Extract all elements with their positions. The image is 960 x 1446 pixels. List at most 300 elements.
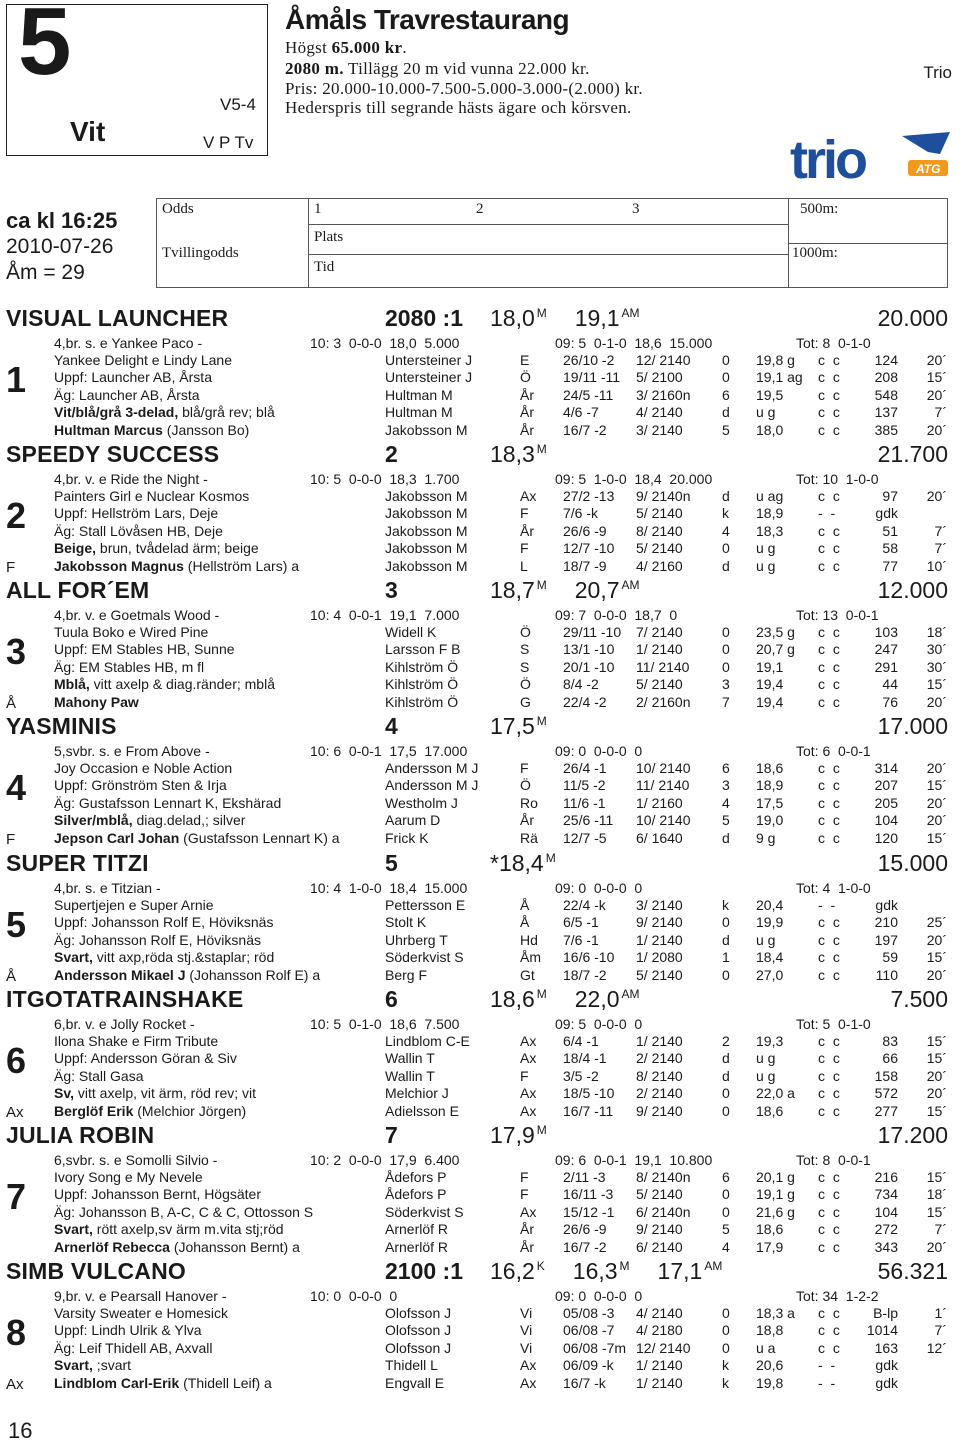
horse-entry xyxy=(0,304,960,440)
horse-entry xyxy=(0,1121,960,1257)
start-km-time: 18,3 a xyxy=(756,1305,795,1321)
start-number: 6 xyxy=(6,1040,27,1081)
horse-detail: Vit/blå/grå 3-delad, blå/grå rev; blå xyxy=(54,404,275,421)
start-placing: 0 xyxy=(722,369,730,386)
horse-detail: Ivory Song e My Nevele xyxy=(54,1169,203,1185)
start-km-time: u g xyxy=(756,1067,776,1084)
divider xyxy=(788,243,948,244)
start-placing: 0 xyxy=(722,1305,730,1321)
start-row xyxy=(0,422,960,439)
start-odds: 208 xyxy=(874,369,898,386)
start-distance: 1/ 2140 xyxy=(636,1357,683,1374)
shoe-code: Å xyxy=(6,968,17,985)
split-1000m-label: 1000m: xyxy=(792,245,838,261)
start-distance: 9/ 2140n xyxy=(636,488,691,504)
start-row xyxy=(0,558,960,575)
start-distance: 10/ 2140 xyxy=(636,812,691,829)
distance-post: 4 xyxy=(385,713,398,739)
horse-earnings: 20.000 xyxy=(877,305,948,331)
record-total: Tot: 10 1-0-0 xyxy=(796,471,879,487)
record-time: 18,7 $^M$ xyxy=(490,577,547,603)
start-date: 05/08 -3 xyxy=(563,1305,615,1321)
horse-detail: Supertjejen e Super Arnie xyxy=(54,897,214,913)
start-odds: 163 xyxy=(874,1339,898,1356)
horse-detail: Uppf: Grönström Sten & Irja xyxy=(54,777,227,794)
start-distance: 1/ 2140 xyxy=(636,641,683,658)
start-distance: 6/ 1640 xyxy=(636,829,683,846)
start-date: 26/6 -9 xyxy=(563,522,607,539)
start-shoe-notes: c c xyxy=(818,1305,842,1321)
start-placing: 0 xyxy=(722,914,730,931)
start-track: E xyxy=(520,352,530,368)
start-placing: 4 xyxy=(722,1238,730,1255)
horse-entry xyxy=(0,849,960,985)
twin-odds-label: Tvillingodds xyxy=(162,245,239,261)
start-km-time: 17,5 xyxy=(756,794,784,811)
start-prize: 1´ xyxy=(934,1305,947,1321)
horse-detail: Arnerlöf Rebecca (Johansson Bernt) a xyxy=(54,1238,300,1255)
horse-records xyxy=(490,307,668,330)
start-date: 18/5 -10 xyxy=(563,1085,615,1102)
start-driver: Uhrberg T xyxy=(385,931,448,948)
start-odds: 44 xyxy=(882,676,898,693)
horse-pedigree: 6,svbr. s. e Somolli Silvio - xyxy=(54,1152,218,1168)
start-odds: 210 xyxy=(874,914,898,931)
horse-detail: Uppf: Lindh Ulrik & Ylva xyxy=(54,1322,202,1339)
start-odds: 97 xyxy=(882,488,898,504)
horse-name: VISUAL LAUNCHER xyxy=(6,305,229,331)
horse-detail: Mahony Paw xyxy=(54,693,139,710)
start-prize: 7´ xyxy=(934,522,947,539)
start-placing: k xyxy=(722,1374,729,1391)
start-distance: 6/ 2140n xyxy=(636,1203,691,1220)
start-date: 19/11 -11 xyxy=(563,369,621,386)
record-time: 22,0 $^{AM}$ xyxy=(574,986,640,1012)
horse-info-row xyxy=(0,1016,960,1033)
race-color: Vit xyxy=(70,116,106,147)
split-500m-label: 500m: xyxy=(800,201,839,217)
race-info-line: Hederspris till segrande hästs ägare och körsven. xyxy=(285,98,632,117)
horse-entry xyxy=(0,712,960,848)
horse-earnings: 15.000 xyxy=(877,850,948,876)
start-date: 7/6 -1 xyxy=(563,931,599,948)
start-row xyxy=(0,659,960,676)
start-odds: 59 xyxy=(882,949,898,966)
record-last-year: 09: 5 0-0-0 0 xyxy=(555,1016,643,1032)
start-driver: Wallin T xyxy=(385,1050,435,1067)
start-odds: gdk xyxy=(875,505,898,522)
start-prize: 7´ xyxy=(934,1221,947,1238)
start-km-time: u a xyxy=(756,1339,776,1356)
start-shoe-notes: c c xyxy=(818,1186,842,1203)
start-prize: 20´ xyxy=(926,1238,947,1255)
start-track: F xyxy=(520,1186,529,1203)
start-row xyxy=(0,676,960,693)
horse-earnings: 17.200 xyxy=(877,1122,948,1148)
start-km-time: 19,1 g xyxy=(756,1186,795,1203)
race-date: 2010-07-26 xyxy=(6,235,114,258)
start-driver: Jakobsson M xyxy=(385,522,468,539)
start-number: 1 xyxy=(6,359,27,400)
horse-name: ALL FOR´EM xyxy=(6,577,150,603)
record-time: 17,5 $^M$ xyxy=(490,713,547,739)
start-odds: 247 xyxy=(874,641,898,658)
record-time: 18,0 $^M$ xyxy=(490,305,547,331)
horse-earnings: 56.321 xyxy=(877,1258,948,1284)
start-driver: Jakobsson M xyxy=(385,540,468,557)
start-date: 16/7 -2 xyxy=(563,1238,607,1255)
start-placing: 0 xyxy=(722,1339,730,1356)
start-driver: Westholm J xyxy=(385,794,458,811)
start-shoe-notes: c c xyxy=(818,1322,842,1339)
start-placing: d xyxy=(722,1050,730,1067)
start-date: 16/7 -2 xyxy=(563,421,607,438)
start-row xyxy=(0,523,960,540)
start-date: 22/4 -k xyxy=(563,897,606,913)
start-track: År xyxy=(520,404,534,421)
start-distance: 1/ 2140 xyxy=(636,1374,683,1391)
start-track: Vi xyxy=(520,1322,533,1339)
start-km-time: 20,7 g xyxy=(756,641,795,658)
start-row xyxy=(0,624,960,641)
start-driver: Olofsson J xyxy=(385,1339,452,1356)
record-this-year: 10: 5 0-1-0 18,6 7.500 xyxy=(310,1016,460,1032)
start-driver: Jakobsson M xyxy=(385,557,468,574)
horse-detail: Uppf: Launcher AB, Årsta xyxy=(54,369,212,386)
start-driver: Widell K xyxy=(385,624,437,640)
start-prize: 20´ xyxy=(926,693,947,710)
start-track: Ö xyxy=(520,777,531,794)
horse-records xyxy=(490,852,584,875)
start-prize: 15´ xyxy=(926,1102,947,1119)
start-distance: 1/ 2140 xyxy=(636,1033,683,1049)
start-odds: 572 xyxy=(874,1085,898,1102)
start-placing: 0 xyxy=(722,658,730,675)
start-prize: 30´ xyxy=(926,641,947,658)
start-placing: 0 xyxy=(722,540,730,557)
start-driver: Lindblom C-E xyxy=(385,1033,470,1049)
start-track: Vi xyxy=(520,1305,533,1321)
start-date: 18/7 -2 xyxy=(563,966,607,983)
start-prize: 15´ xyxy=(926,676,947,693)
start-placing: 5 xyxy=(722,812,730,829)
distance-post: 3 xyxy=(385,577,398,603)
start-km-time: u g xyxy=(756,931,776,948)
horse-info-row xyxy=(0,743,960,760)
start-shoe-notes: c c xyxy=(818,829,842,846)
game-v5-4: V5-4 xyxy=(220,95,256,114)
start-shoe-notes: c c xyxy=(818,1238,842,1255)
start-placing: k xyxy=(722,897,729,913)
start-date: 06/08 -7m xyxy=(563,1339,627,1356)
start-km-time: 19,9 xyxy=(756,914,784,931)
start-distance: 6/ 2140 xyxy=(636,1238,683,1255)
start-driver: Stolt K xyxy=(385,914,427,931)
start-prize: 20´ xyxy=(926,352,947,368)
start-placing: 0 xyxy=(722,1322,730,1339)
horse-detail: Berglöf Erik (Melchior Jörgen) xyxy=(54,1102,247,1119)
start-date: 15/12 -1 xyxy=(563,1203,615,1220)
start-distance: 9/ 2140 xyxy=(636,1221,683,1238)
start-track: Ax xyxy=(520,488,537,504)
start-shoe-notes: - - xyxy=(818,1374,838,1391)
horse-detail: Äg: Leif Thidell AB, Axvall xyxy=(54,1339,213,1356)
track-code: Åm = 29 xyxy=(6,261,85,284)
record-time: 18,6 $^M$ xyxy=(490,986,547,1012)
start-row xyxy=(0,352,960,369)
record-time: *18,4 $^M$ xyxy=(490,850,556,876)
start-shoe-notes: c c xyxy=(818,488,842,504)
start-odds: 314 xyxy=(874,760,898,776)
horse-pedigree: 6,br. v. e Jolly Rocket - xyxy=(54,1016,195,1032)
record-total: Tot: 5 0-1-0 xyxy=(796,1016,871,1032)
start-km-time: 20,1 g xyxy=(756,1169,795,1185)
horse-detail: Lindblom Carl-Erik (Thidell Leif) a xyxy=(54,1374,272,1391)
horse-entry xyxy=(0,440,960,576)
start-odds: 216 xyxy=(874,1169,898,1185)
divider xyxy=(308,254,788,255)
start-date: 4/6 -7 xyxy=(563,404,599,421)
horse-records xyxy=(490,715,575,738)
start-track: Ö xyxy=(520,369,531,386)
trio-col-2: 2 xyxy=(476,201,484,217)
start-prize: 30´ xyxy=(926,658,947,675)
horse-records xyxy=(490,1260,750,1283)
start-prize: 20´ xyxy=(926,488,947,504)
start-date: 7/6 -k xyxy=(563,505,599,522)
start-shoe-notes: c c xyxy=(818,1169,842,1185)
start-placing: 0 xyxy=(722,1102,730,1119)
race-info-line: 2080 m. Tillägg 20 m vid vunna 22.000 kr. xyxy=(285,59,590,78)
record-total: Tot: 6 0-0-1 xyxy=(796,743,871,759)
start-track: År xyxy=(520,812,534,829)
start-placing: d xyxy=(722,488,730,504)
start-odds: 272 xyxy=(874,1221,898,1238)
start-date: 16/11 -3 xyxy=(563,1186,614,1203)
distance-post: 5 xyxy=(385,850,398,876)
start-driver: Ådefors P xyxy=(385,1186,447,1203)
start-distance: 10/ 2140 xyxy=(636,760,691,776)
start-row xyxy=(0,1357,960,1374)
start-prize: 20´ xyxy=(926,421,947,438)
start-date: 27/2 -13 xyxy=(563,488,615,504)
record-last-year: 09: 0 0-0-0 0 xyxy=(555,743,643,759)
start-km-time: 18,0 xyxy=(756,421,784,438)
horse-name: SPEEDY SUCCESS xyxy=(6,441,220,467)
start-row xyxy=(0,812,960,829)
race-info-line: Pris: 20.000-10.000-7.500-5.000-3.000-(2.000) kr. xyxy=(285,79,643,98)
horse-detail: Sv, vitt axelp, vit ärm, röd rev; vit xyxy=(54,1085,257,1102)
horse-detail: Uppf: Johansson Rolf E, Höviksnäs xyxy=(54,914,274,931)
start-prize: 15´ xyxy=(926,1169,947,1185)
horse-earnings: 7.500 xyxy=(890,986,948,1012)
start-distance: 12/ 2140 xyxy=(636,352,691,368)
track-name: Åmåls Travrestaurang xyxy=(285,4,570,35)
start-track: G xyxy=(520,693,531,710)
start-odds: 77 xyxy=(882,557,898,574)
start-shoe-notes: c c xyxy=(818,386,842,403)
start-track: Rä xyxy=(520,829,538,846)
record-last-year: 09: 0 0-0-0 0 xyxy=(555,1288,643,1304)
record-time: 16,2 $^K$ xyxy=(490,1258,545,1284)
start-prize: 20´ xyxy=(926,386,947,403)
start-driver: Olofsson J xyxy=(385,1322,452,1339)
horse-earnings: 21.700 xyxy=(877,441,948,467)
horse-detail: Uppf: Johansson Bernt, Högsäter xyxy=(54,1186,262,1203)
distance-post: 7 xyxy=(385,1122,398,1148)
start-placing: 0 xyxy=(722,1203,730,1220)
start-driver: Pettersson E xyxy=(385,897,466,913)
start-km-time: 17,9 xyxy=(756,1238,784,1255)
horse-earnings: 12.000 xyxy=(877,577,948,603)
race-number: 5 xyxy=(18,0,70,95)
start-shoe-notes: c c xyxy=(818,404,842,421)
horse-records xyxy=(490,443,575,466)
start-placing: 3 xyxy=(722,676,730,693)
start-driver: Söderkvist S xyxy=(385,949,464,966)
start-odds: 385 xyxy=(874,421,898,438)
start-distance: 9/ 2140 xyxy=(636,914,683,931)
start-distance: 2/ 2140 xyxy=(636,1050,683,1067)
start-prize: 7´ xyxy=(934,540,947,557)
start-track: Ax xyxy=(520,1102,537,1119)
start-shoe-notes: c c xyxy=(818,1050,842,1067)
record-time: 18,3 $^M$ xyxy=(490,441,547,467)
horse-detail: Hultman Marcus (Jansson Bo) xyxy=(54,421,250,438)
horse-detail: Silver/mblå, diag.delad,; silver xyxy=(54,812,246,829)
start-distance: 11/ 2140 xyxy=(636,777,690,794)
start-prize: 7´ xyxy=(934,1322,947,1339)
start-prize: 15´ xyxy=(926,1033,947,1049)
start-track: År xyxy=(520,1238,534,1255)
start-distance: 8/ 2140 xyxy=(636,522,683,539)
start-row xyxy=(0,1375,960,1392)
start-odds: 207 xyxy=(874,777,898,794)
start-km-time: 18,6 xyxy=(756,1102,784,1119)
start-shoe-notes: c c xyxy=(818,1339,842,1356)
start-placing: 0 xyxy=(722,966,730,983)
horse-records xyxy=(490,988,668,1011)
shoe-code: Ax xyxy=(6,1104,24,1121)
start-driver: Arnerlöf R xyxy=(385,1238,449,1255)
start-row xyxy=(0,387,960,404)
start-track: Ax xyxy=(520,1033,537,1049)
start-driver: Jakobsson M xyxy=(385,505,468,522)
start-row xyxy=(0,1221,960,1238)
start-shoe-notes: c c xyxy=(818,421,842,438)
trio-atg-logo xyxy=(790,130,952,186)
horse-detail: Uppf: EM Stables HB, Sunne xyxy=(54,641,235,658)
start-km-time: 22,0 a xyxy=(756,1085,795,1102)
start-km-time: 18,8 xyxy=(756,1322,784,1339)
start-track: F xyxy=(520,540,529,557)
start-odds: 76 xyxy=(882,693,898,710)
horse-name: SUPER TITZI xyxy=(6,850,149,876)
start-date: 11/6 -1 xyxy=(563,794,606,811)
start-placing: k xyxy=(722,1357,729,1374)
horse-detail: Svart, rött axelp,sv ärm m.vita stj;röd xyxy=(54,1221,284,1238)
start-shoe-notes: c c xyxy=(818,1033,842,1049)
start-placing: 0 xyxy=(722,1186,730,1203)
start-driver: Olofsson J xyxy=(385,1305,452,1321)
horse-detail: Äg: Stall Lövåsen HB, Deje xyxy=(54,522,223,539)
start-date: 06/08 -7 xyxy=(563,1322,615,1339)
horse-detail: Äg: EM Stables HB, m fl xyxy=(54,658,205,675)
start-row xyxy=(0,1186,960,1203)
start-prize: 18´ xyxy=(926,1186,947,1203)
start-track: Hd xyxy=(520,931,538,948)
start-row xyxy=(0,1169,960,1186)
start-odds: 104 xyxy=(874,1203,898,1220)
start-placing: 5 xyxy=(722,421,730,438)
start-km-time: u g xyxy=(756,1050,776,1067)
start-driver: Thidell L xyxy=(385,1357,438,1374)
start-driver: Jakobsson M xyxy=(385,488,468,504)
start-distance: 8/ 2140 xyxy=(636,1067,683,1084)
start-km-time: 18,4 xyxy=(756,949,784,966)
place-label: Plats xyxy=(314,229,344,245)
horse-detail: Tuula Boko e Wired Pine xyxy=(54,624,209,640)
start-track: Åm xyxy=(520,949,541,966)
start-track: Å xyxy=(520,914,530,931)
start-date: 20/1 -10 xyxy=(563,658,615,675)
start-shoe-notes: c c xyxy=(818,1221,842,1238)
record-time: 16,3 $^M$ xyxy=(572,1258,630,1284)
start-date: 13/1 -10 xyxy=(563,641,615,658)
logo-text: trio xyxy=(790,130,865,186)
start-distance: 3/ 2160n xyxy=(636,386,691,403)
horse-detail: Äg: Stall Gasa xyxy=(54,1067,144,1084)
record-total: Tot: 8 0-1-0 xyxy=(796,335,871,351)
start-shoe-notes: c c xyxy=(818,641,842,658)
start-km-time: 19,8 g xyxy=(756,352,795,368)
start-placing: 2 xyxy=(722,1033,730,1049)
start-distance: 1/ 2080 xyxy=(636,949,683,966)
start-driver: Jakobsson M xyxy=(385,421,468,438)
start-track: Vi xyxy=(520,1339,533,1356)
start-date: 26/4 -1 xyxy=(563,760,607,776)
start-date: 11/5 -2 xyxy=(563,777,606,794)
start-placing: 4 xyxy=(722,794,730,811)
start-odds: B-lp xyxy=(873,1305,898,1321)
start-row xyxy=(0,1033,960,1050)
trio-col-3: 3 xyxy=(632,201,640,217)
start-date: 3/5 -2 xyxy=(563,1067,599,1084)
distance-post: 6 xyxy=(385,986,398,1012)
start-prize: 20´ xyxy=(926,1085,947,1102)
start-track: F xyxy=(520,760,529,776)
start-distance: 7/ 2140 xyxy=(636,624,683,640)
start-number: 2 xyxy=(6,495,27,536)
start-prize: 12´ xyxy=(926,1339,947,1356)
start-shoe-notes: c c xyxy=(818,1102,842,1119)
start-row xyxy=(0,1305,960,1322)
start-date: 12/7 -5 xyxy=(563,829,607,846)
start-date: 16/6 -10 xyxy=(563,949,615,966)
start-track: L xyxy=(520,557,528,574)
start-distance: 5/ 2140 xyxy=(636,676,683,693)
start-track: Ö xyxy=(520,676,531,693)
start-shoe-notes: c c xyxy=(818,522,842,539)
start-row xyxy=(0,1068,960,1085)
start-shoe-notes: - - xyxy=(818,1357,838,1374)
horse-records xyxy=(490,1124,575,1147)
start-driver: Untersteiner J xyxy=(385,352,473,368)
start-odds: 343 xyxy=(874,1238,898,1255)
record-this-year: 10: 2 0-0-0 17,9 6.400 xyxy=(310,1152,460,1168)
start-driver: Melchior J xyxy=(385,1085,449,1102)
horse-info-row xyxy=(0,607,960,624)
